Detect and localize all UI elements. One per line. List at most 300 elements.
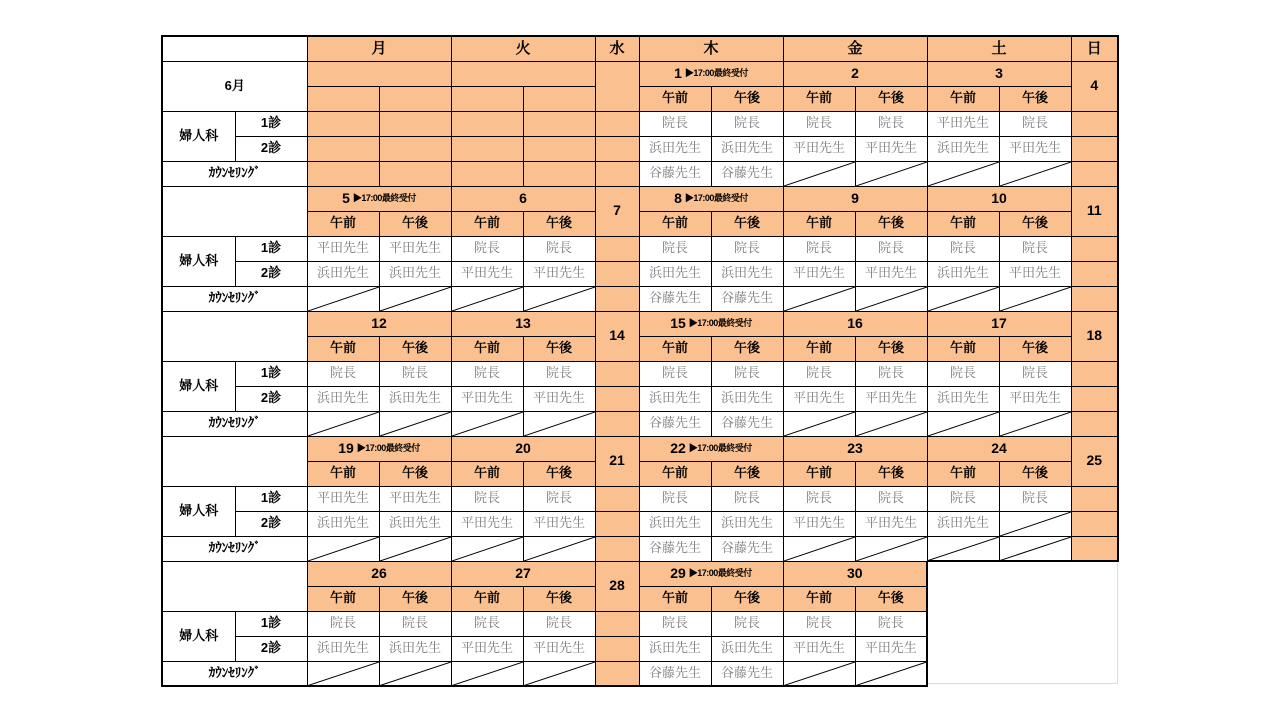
diagonal-slash-icon [784,537,855,561]
diagonal-slash-icon [524,662,595,686]
date-content [928,441,1071,456]
closed-cell [523,136,595,161]
doctor-cell: 谷藤先生 [639,161,711,186]
ampm-header-cell: 午後 [379,586,451,611]
session2-label-cell: 2診 [235,511,307,536]
ampm-header-cell: 午後 [379,336,451,361]
date-content [452,566,595,581]
session2-label-cell: 2診 [235,261,307,286]
no-session-cell [855,411,927,436]
diagonal-slash-icon [856,537,927,561]
doctor-cell: 院長 [855,486,927,511]
doctor-cell: 院長 [855,236,927,261]
diagonal-slash-icon [524,537,595,561]
diagonal-slash-icon [380,287,451,311]
doctor-cell: 平田先生 [451,636,523,661]
date-number: 24 [991,439,1007,456]
session2-row [162,261,1118,286]
doctor-cell: 平田先生 [451,386,523,411]
doctor-cell: 院長 [451,486,523,511]
date-content [640,441,783,456]
date-number: 8 [674,189,682,206]
ampm-header-cell: 午前 [783,336,855,361]
doctor-cell: 浜田先生 [307,511,379,536]
diagonal-slash-icon [380,412,451,436]
doctor-cell: 院長 [927,486,999,511]
date-cell [927,186,1071,211]
closed-cell [595,386,639,411]
date-cell [451,311,595,336]
department-label-cell: 婦人科 [162,361,235,411]
session1-row [162,236,1118,261]
day-header-cell: 火 [451,36,595,61]
doctor-cell: 院長 [451,611,523,636]
date-content [784,66,927,81]
closed-cell [595,636,639,661]
doctor-cell: 院長 [927,361,999,386]
doctor-cell: 院長 [783,361,855,386]
day-header-cell: 日 [1071,36,1118,61]
date-cell [639,186,783,211]
diagonal-slash-icon [380,537,451,561]
diagonal-slash-icon [784,662,855,686]
no-session-cell [379,661,451,686]
ampm-header-cell: 午後 [711,211,783,236]
no-session-cell [927,161,999,186]
counseling-label-cell: ｶｳﾝｾﾘﾝｸﾞ [162,411,307,436]
counseling-label-cell: ｶｳﾝｾﾘﾝｸﾞ [162,161,307,186]
ampm-header-cell: 午後 [855,86,927,111]
doctor-cell: 谷藤先生 [711,286,783,311]
session1-row [162,486,1118,511]
closed-cell [595,486,639,511]
date-content [640,566,783,581]
date-content [784,316,927,331]
date-number: 17 [991,314,1007,331]
ampm-header-cell: 午後 [523,211,595,236]
ampm-header-cell: 午前 [927,211,999,236]
day-header-cell: 水 [595,36,639,61]
ampm-header-cell: 午前 [451,211,523,236]
date-number: 13 [515,314,531,331]
diagonal-slash-icon [308,287,379,311]
date-cell [639,311,783,336]
last-reception-note: ▶17:00最終受付 [688,567,752,578]
month-label-cell [162,436,307,486]
date-content [308,316,451,331]
date-number: 29 [670,564,686,581]
ampm-header-cell: 午後 [523,336,595,361]
closed-cell [595,511,639,536]
no-session-cell [999,411,1071,436]
date-content [452,191,595,206]
doctor-cell: 院長 [639,361,711,386]
schedule-table [161,35,1119,687]
doctor-cell: 平田先生 [999,386,1071,411]
date-row [162,186,1118,211]
ampm-header-cell: 午前 [639,86,711,111]
ampm-header-cell: 午前 [451,461,523,486]
doctor-cell: 院長 [783,236,855,261]
date-number: 6 [519,189,527,206]
ampm-header-cell: 午後 [999,211,1071,236]
no-session-cell [855,661,927,686]
date-content [784,566,927,581]
diagonal-slash-icon [856,662,927,686]
schedule-sheet [161,35,1119,687]
date-cell [783,186,927,211]
diagonal-slash-icon [524,287,595,311]
doctor-cell: 平田先生 [855,511,927,536]
date-number: 19 [338,439,354,456]
ampm-header-cell [379,86,451,111]
date-cell [451,186,595,211]
diagonal-slash-icon [452,412,523,436]
counseling-label-cell: ｶｳﾝｾﾘﾝｸﾞ [162,286,307,311]
date-number: 15 [670,314,686,331]
department-label-cell: 婦人科 [162,611,235,661]
diagonal-slash-icon [452,537,523,561]
closed-cell [595,661,639,686]
schedule-body [162,36,1118,686]
doctor-cell: 浜田先生 [927,511,999,536]
doctor-cell: 院長 [855,111,927,136]
diagonal-slash-icon [784,162,855,186]
date-content [784,441,927,456]
date-content [784,191,927,206]
doctor-cell: 平田先生 [855,636,927,661]
last-reception-note: ▶17:00最終受付 [356,442,420,453]
month-label-cell [162,186,307,236]
diagonal-slash-icon [928,162,999,186]
doctor-cell: 院長 [451,236,523,261]
doctor-cell: 平田先生 [451,261,523,286]
day-header-cell: 木 [639,36,783,61]
doctor-cell: 院長 [523,486,595,511]
diagonal-slash-icon [1000,162,1071,186]
no-session-cell [523,536,595,561]
doctor-cell: 院長 [999,111,1071,136]
date-content [308,566,451,581]
date-cell: 11 [1071,186,1118,236]
no-session-cell [855,536,927,561]
month-label-cell [162,311,307,361]
doctor-cell: 谷藤先生 [639,536,711,561]
doctor-cell: 院長 [855,611,927,636]
doctor-cell: 谷藤先生 [711,536,783,561]
date-cell [307,436,451,461]
ampm-header-cell: 午前 [927,461,999,486]
date-cell [451,561,595,586]
doctor-cell: 院長 [711,111,783,136]
ampm-header-cell: 午後 [379,211,451,236]
date-content [308,441,451,456]
no-session-cell [451,286,523,311]
date-cell [307,561,451,586]
date-content [640,191,783,206]
diagonal-slash-icon [856,412,927,436]
doctor-cell: 院長 [639,486,711,511]
ampm-header-cell: 午後 [855,461,927,486]
doctor-cell: 浜田先生 [307,261,379,286]
doctor-cell: 院長 [711,236,783,261]
ampm-header-cell: 午前 [783,586,855,611]
session1-label-cell: 1診 [235,361,307,386]
session2-row [162,511,1118,536]
diagonal-slash-icon [856,287,927,311]
closed-cell [595,411,639,436]
date-cell: 4 [1071,61,1118,111]
date-cell: 28 [595,561,639,611]
day-header-cell: 月 [307,36,451,61]
closed-cell [1071,536,1118,561]
counseling-row [162,161,1118,186]
doctor-cell: 平田先生 [783,136,855,161]
closed-cell [1071,361,1118,386]
ampm-header-cell: 午後 [711,86,783,111]
closed-cell [451,136,523,161]
diagonal-slash-icon [1000,412,1071,436]
date-cell [307,186,451,211]
doctor-cell: 浜田先生 [379,261,451,286]
session1-label-cell: 1診 [235,611,307,636]
no-session-cell [307,411,379,436]
session2-label-cell: 2診 [235,136,307,161]
doctor-cell: 院長 [855,361,927,386]
date-content [640,316,783,331]
no-session-cell [927,286,999,311]
department-label-cell: 婦人科 [162,111,235,161]
diagonal-slash-icon [784,287,855,311]
date-row [162,436,1118,461]
doctor-cell: 浜田先生 [927,261,999,286]
date-cell [783,61,927,86]
doctor-cell: 浜田先生 [307,386,379,411]
diagonal-slash-icon [856,162,927,186]
ampm-header-cell: 午後 [523,461,595,486]
ampm-header-cell: 午前 [639,211,711,236]
month-label-cell: 6月 [162,61,307,111]
closed-cell [595,261,639,286]
counseling-row [162,286,1118,311]
date-number: 30 [846,564,863,581]
doctor-cell: 院長 [523,361,595,386]
closed-cell [595,136,639,161]
no-session-cell [927,536,999,561]
date-number: 5 [342,189,350,206]
ampm-header-cell: 午後 [855,336,927,361]
no-session-cell [999,511,1071,536]
last-reception-note: ▶17:00最終受付 [688,317,752,328]
date-content [928,191,1071,206]
session1-row [162,111,1118,136]
date-number: 3 [995,64,1003,81]
closed-cell [1071,236,1118,261]
day-header-cell: 土 [927,36,1071,61]
doctor-cell: 院長 [711,611,783,636]
doctor-cell: 浜田先生 [639,261,711,286]
session2-row [162,136,1118,161]
no-session-cell [451,411,523,436]
diagonal-slash-icon [524,412,595,436]
date-number: 26 [371,564,387,581]
closed-cell [379,136,451,161]
doctor-cell: 院長 [379,361,451,386]
diagonal-slash-icon [928,287,999,311]
date-number: 2 [851,64,859,81]
date-cell [927,311,1071,336]
no-session-cell [783,661,855,686]
ampm-header-cell: 午後 [999,336,1071,361]
ampm-header-cell: 午前 [927,86,999,111]
doctor-cell: 平田先生 [523,636,595,661]
closed-cell [595,111,639,136]
date-cell [595,61,639,111]
doctor-cell: 院長 [927,236,999,261]
no-session-cell [523,286,595,311]
date-cell [639,436,783,461]
diagonal-slash-icon [1000,287,1071,311]
closed-cell [451,111,523,136]
date-content [452,441,595,456]
ampm-header-cell: 午後 [379,461,451,486]
diagonal-slash-icon [380,662,451,686]
doctor-cell: 平田先生 [307,236,379,261]
date-number: 1 [674,64,682,81]
doctor-cell: 谷藤先生 [639,411,711,436]
doctor-cell: 院長 [639,236,711,261]
date-content [452,316,595,331]
doctor-cell: 平田先生 [523,511,595,536]
ampm-header-cell: 午前 [783,461,855,486]
month-label-cell [162,561,307,611]
no-session-cell [307,661,379,686]
closed-cell [1071,386,1118,411]
diagonal-slash-icon [784,412,855,436]
closed-cell [595,361,639,386]
doctor-cell: 院長 [451,361,523,386]
doctor-cell: 院長 [783,486,855,511]
date-content [928,316,1071,331]
date-content [928,66,1071,81]
ampm-header-cell: 午前 [451,336,523,361]
ampm-header-cell: 午前 [639,336,711,361]
doctor-cell: 院長 [711,361,783,386]
doctor-cell: 院長 [639,111,711,136]
date-content [308,191,451,206]
date-cell [451,61,595,86]
ampm-header-cell: 午前 [307,461,379,486]
doctor-cell: 浜田先生 [711,136,783,161]
ampm-header-cell: 午後 [523,586,595,611]
date-cell [307,311,451,336]
doctor-cell: 院長 [307,611,379,636]
doctor-cell: 院長 [639,611,711,636]
day-header-cell: 金 [783,36,927,61]
session1-label-cell: 1診 [235,111,307,136]
session2-row [162,636,1118,661]
ampm-header-cell: 午前 [307,211,379,236]
no-session-cell [523,411,595,436]
date-cell [783,436,927,461]
closed-cell [379,111,451,136]
ampm-header-cell [451,86,523,111]
doctor-cell: 浜田先生 [711,261,783,286]
last-reception-note: ▶17:00最終受付 [352,192,416,203]
doctor-cell: 平田先生 [307,486,379,511]
doctor-cell: 浜田先生 [711,511,783,536]
date-number: 23 [847,439,863,456]
doctor-cell: 浜田先生 [639,386,711,411]
doctor-cell: 浜田先生 [927,386,999,411]
doctor-cell: 平田先生 [927,111,999,136]
date-number: 12 [371,314,387,331]
date-cell: 14 [595,311,639,361]
doctor-cell: 平田先生 [451,511,523,536]
date-cell [639,561,783,586]
date-row [162,61,1118,86]
no-session-cell [307,536,379,561]
session1-row [162,361,1118,386]
no-session-cell [999,161,1071,186]
diagonal-slash-icon [1000,537,1071,561]
header-row [162,36,1118,61]
closed-cell [307,111,379,136]
closed-cell [1071,136,1118,161]
doctor-cell: 平田先生 [783,636,855,661]
diagonal-slash-icon [1000,512,1071,536]
diagonal-slash-icon [928,537,999,561]
date-number: 10 [991,189,1007,206]
doctor-cell: 院長 [999,236,1071,261]
doctor-cell: 平田先生 [855,136,927,161]
doctor-cell: 平田先生 [379,486,451,511]
no-session-cell [783,286,855,311]
diagonal-slash-icon [452,287,523,311]
diagonal-slash-icon [308,662,379,686]
ampm-header-cell: 午後 [999,86,1071,111]
ampm-header-cell: 午後 [855,211,927,236]
doctor-cell: 院長 [999,361,1071,386]
diagonal-slash-icon [308,537,379,561]
closed-cell [1071,111,1118,136]
no-session-cell [451,661,523,686]
session1-row [162,611,1118,636]
date-cell [783,561,927,586]
doctor-cell: 院長 [783,111,855,136]
doctor-cell: 院長 [711,486,783,511]
closed-cell [595,611,639,636]
closed-cell [595,161,639,186]
doctor-cell: 谷藤先生 [639,661,711,686]
closed-cell [379,161,451,186]
counseling-row [162,661,1118,686]
closed-cell [595,536,639,561]
date-cell [639,61,783,86]
no-session-cell [855,161,927,186]
doctor-cell: 平田先生 [855,261,927,286]
closed-cell [523,161,595,186]
closed-cell [1071,486,1118,511]
date-cell [451,436,595,461]
closed-cell [307,136,379,161]
ampm-header-cell [307,86,379,111]
doctor-cell: 院長 [523,236,595,261]
doctor-cell: 浜田先生 [711,386,783,411]
doctor-cell: 谷藤先生 [711,411,783,436]
doctor-cell: 浜田先生 [379,386,451,411]
diagonal-slash-icon [452,662,523,686]
